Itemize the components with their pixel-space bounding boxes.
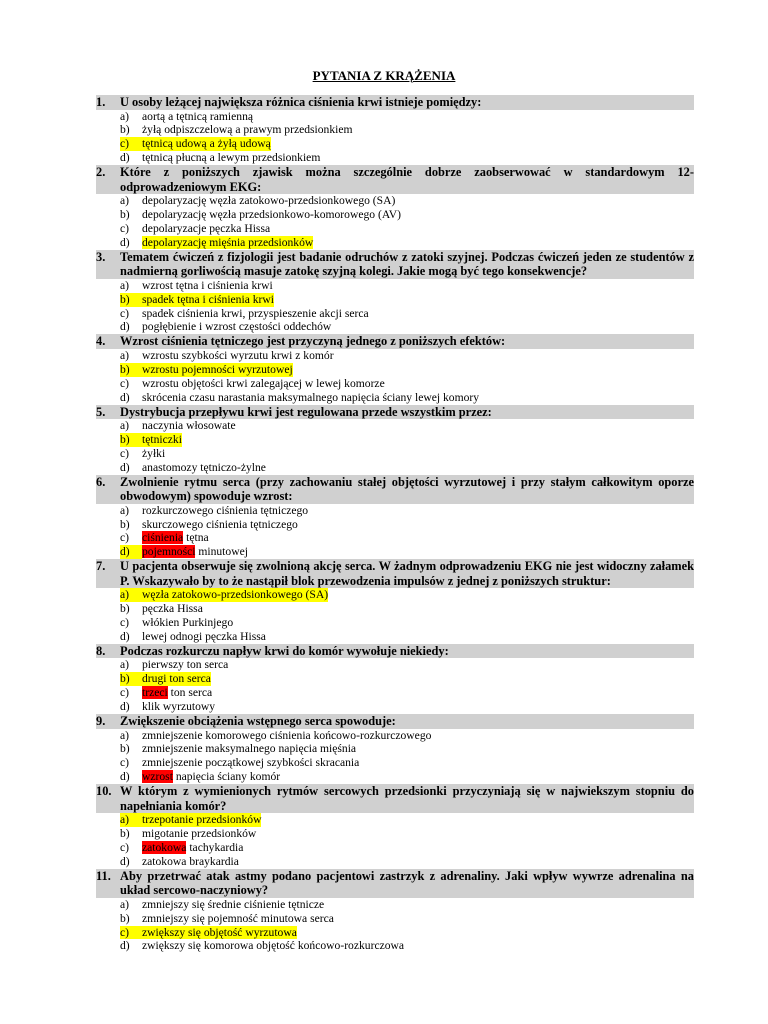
question-text: Dystrybucja przepływu krwi jest regulowana przede wszystkim przez: bbox=[120, 404, 492, 419]
question-header bbox=[96, 475, 694, 504]
answer-text-part: spadek tętna i ciśnienia krwi bbox=[142, 292, 274, 306]
answer-option bbox=[96, 236, 694, 250]
answer-option bbox=[96, 630, 694, 644]
answer-option bbox=[96, 137, 694, 151]
answer-letter: c) bbox=[120, 221, 130, 235]
answer-letter: b) bbox=[120, 123, 130, 137]
answer-text bbox=[142, 588, 328, 602]
answer-letter: d) bbox=[120, 390, 130, 404]
answer-option bbox=[96, 616, 694, 630]
answer-option bbox=[96, 742, 694, 756]
answer-letter: d) bbox=[120, 770, 130, 784]
answer-option bbox=[96, 686, 694, 700]
answer-option bbox=[96, 504, 694, 518]
answer-text-part: tętnicą udową a żyłą udową bbox=[142, 137, 271, 151]
answer-text bbox=[142, 137, 271, 151]
answer-letter: d) bbox=[120, 320, 130, 334]
question bbox=[96, 165, 694, 250]
answer-text bbox=[142, 742, 356, 756]
answer-text-part: wzrostu pojemności wyrzutowej bbox=[142, 362, 293, 376]
question-header bbox=[96, 714, 694, 729]
answer-text-part: klik wyrzutowy bbox=[142, 700, 216, 714]
question-list bbox=[96, 95, 694, 953]
question-header bbox=[96, 644, 694, 659]
answer-text-part: trzepotanie przedsionków bbox=[142, 813, 262, 827]
answer-letter: d) bbox=[120, 939, 130, 953]
answer-letter: a) bbox=[120, 278, 130, 292]
answer-letter: a) bbox=[120, 658, 130, 672]
question bbox=[96, 405, 694, 475]
answer-letter: c) bbox=[120, 446, 130, 460]
answer-option bbox=[96, 194, 694, 208]
answer-option bbox=[96, 898, 694, 912]
question-text: Tematem ćwiczeń z fizjologii jest badanie odruchów z zatoki szyjnej. Podczas ćwiczeń jeden ze studentów z nadmierną gorliwością masuje zatokę szyjną kolegi. Jakie mogą być tego konsekwencje? bbox=[120, 249, 694, 279]
answer-text-part: naczynia włosowate bbox=[142, 419, 236, 432]
question-header bbox=[96, 95, 694, 110]
answer-option bbox=[96, 729, 694, 743]
highlighted-word: pojemności bbox=[142, 545, 196, 559]
answer-text-part: zwiększy się objętość wyrzutowa bbox=[142, 925, 297, 939]
answer-option bbox=[96, 349, 694, 363]
answer-letter: b) bbox=[120, 742, 130, 756]
answer-text-part: napięcia ściany komór bbox=[172, 770, 281, 784]
answer-text bbox=[142, 602, 203, 616]
answer-option bbox=[96, 841, 694, 855]
answer-option bbox=[96, 672, 694, 686]
answer-letter: a) bbox=[120, 348, 130, 362]
answer-letter: d) bbox=[120, 545, 142, 559]
answer-text-part: aortą a tętnicą ramienną bbox=[142, 109, 254, 123]
question-number: 1. bbox=[96, 95, 106, 109]
answer-text bbox=[142, 391, 479, 405]
answer-option bbox=[96, 433, 694, 447]
highlighted-word: trzeci bbox=[142, 686, 168, 700]
answer-letter: d) bbox=[120, 151, 130, 165]
question-header bbox=[96, 250, 694, 279]
answer-letter: b) bbox=[120, 911, 130, 925]
answer-option bbox=[96, 926, 694, 940]
answer-text-part: skrócenia czasu narastania maksymalnego napięcia ściany lewej komory bbox=[142, 390, 480, 404]
answer-option bbox=[96, 279, 694, 293]
page-title: PYTANIA Z KRĄŻENIA bbox=[312, 68, 456, 83]
question bbox=[96, 559, 694, 644]
highlighted-word: zatokowa bbox=[142, 840, 187, 854]
question-number: 9. bbox=[96, 714, 106, 728]
answer-text-part: depolaryzację węzła przedsionkowo-komorowego (AV) bbox=[142, 208, 401, 222]
answer-option bbox=[96, 588, 694, 602]
answer-option bbox=[96, 827, 694, 841]
highlighted-word: wzrost bbox=[142, 770, 173, 784]
answer-letter: b) bbox=[120, 672, 130, 686]
answer-text-part: tętna bbox=[183, 531, 209, 545]
question-text: Zwolnienie rytmu serca (przy zachowaniu stałej objętości wyrzutowej i przy stałym całkowitym oporze obwodowym) spowoduje wzrost: bbox=[120, 474, 694, 504]
answer-option bbox=[96, 545, 694, 559]
answer-option bbox=[96, 518, 694, 532]
answer-letter: b) bbox=[120, 517, 130, 531]
answer-text bbox=[142, 939, 404, 953]
answer-letter: a) bbox=[120, 897, 130, 911]
answer-letter: a) bbox=[120, 588, 130, 602]
answer-text bbox=[142, 349, 334, 363]
answer-option bbox=[96, 939, 694, 953]
answer-letter: b) bbox=[120, 827, 130, 841]
answer-text bbox=[142, 208, 401, 222]
question bbox=[96, 644, 694, 714]
answer-option bbox=[96, 447, 694, 461]
answer-text bbox=[142, 222, 270, 236]
answer-text bbox=[142, 123, 353, 137]
question-header bbox=[96, 559, 694, 588]
answer-text bbox=[142, 926, 297, 940]
answer-letter: c) bbox=[120, 531, 130, 545]
answer-letter: d) bbox=[120, 235, 130, 249]
answer-letter: b) bbox=[120, 432, 130, 446]
question-header bbox=[96, 784, 694, 813]
answer-text bbox=[142, 151, 320, 165]
answer-text bbox=[142, 700, 215, 714]
answer-text-part: żyłki bbox=[142, 446, 166, 460]
question bbox=[96, 784, 694, 869]
question-text: U osoby leżącej największa różnica ciśnienia krwi istnieje pomiędzy: bbox=[120, 95, 482, 109]
answer-text-part: wzrostu objętości krwi zalegającej w lewej komorze bbox=[142, 376, 385, 390]
answer-letter: b) bbox=[120, 208, 130, 222]
answer-text-part: migotanie przedsionków bbox=[142, 827, 257, 841]
answer-text bbox=[142, 545, 248, 559]
answer-option bbox=[96, 293, 694, 307]
answer-text-part: pogłębienie i wzrost częstości oddechów bbox=[142, 320, 332, 334]
question-number: 4. bbox=[96, 334, 106, 349]
answer-text-part: zmniejszenie początkowej szybkości skracania bbox=[142, 756, 360, 770]
answer-option bbox=[96, 391, 694, 405]
answer-text-part: spadek ciśnienia krwi, przyspieszenie akcji serca bbox=[142, 306, 369, 320]
answer-text-part: zmniejszenie maksymalnego napięcia mięśnia bbox=[142, 742, 357, 756]
answer-text bbox=[142, 293, 274, 307]
answer-option bbox=[96, 363, 694, 377]
answer-letter: c) bbox=[120, 137, 130, 151]
answer-letter: c) bbox=[120, 306, 130, 320]
question-text: Wzrost ciśnienia tętniczego jest przyczyną jednego z poniższych efektów: bbox=[120, 334, 506, 349]
answer-text-part: tętniczki bbox=[142, 432, 182, 446]
answer-option bbox=[96, 419, 694, 433]
answer-text-part: wzrost tętna i ciśnienia krwi bbox=[142, 278, 273, 292]
answer-text bbox=[142, 813, 261, 827]
question-number: 7. bbox=[96, 559, 106, 574]
answer-letter: c) bbox=[120, 925, 130, 939]
answer-text bbox=[142, 912, 334, 926]
answer-option bbox=[96, 110, 694, 124]
answer-text bbox=[142, 518, 298, 532]
answer-option bbox=[96, 461, 694, 475]
answer-option bbox=[96, 377, 694, 391]
answer-text bbox=[142, 841, 243, 855]
answer-option bbox=[96, 307, 694, 321]
answer-text-part: zmniejszenie komorowego ciśnienia końcowo-rozkurczowego bbox=[142, 728, 432, 742]
answer-text bbox=[142, 770, 280, 784]
answer-text bbox=[142, 461, 266, 475]
answer-text bbox=[142, 194, 395, 208]
answer-letter: c) bbox=[120, 840, 130, 854]
question-number: 6. bbox=[96, 474, 106, 489]
answer-text bbox=[142, 236, 313, 250]
answer-text-part: zmniejszy się pojemność minutowa serca bbox=[142, 911, 334, 925]
answer-text bbox=[142, 363, 293, 377]
answer-text bbox=[142, 630, 266, 644]
answer-letter: a) bbox=[120, 503, 130, 517]
question-header bbox=[96, 165, 694, 194]
answer-letter: d) bbox=[120, 460, 130, 474]
answer-text-part: zwiększy się komorowa objętość końcowo-rozkurczowa bbox=[142, 939, 405, 953]
answer-text-part: anastomozy tętniczo-żylne bbox=[142, 460, 266, 474]
question-header bbox=[96, 405, 694, 420]
question bbox=[96, 869, 694, 954]
question bbox=[96, 714, 694, 784]
answer-text bbox=[142, 110, 253, 124]
answer-option bbox=[96, 756, 694, 770]
question-number: 11. bbox=[96, 868, 111, 883]
answer-text bbox=[142, 307, 369, 321]
answer-text bbox=[142, 504, 308, 518]
answer-text-part: minutowej bbox=[195, 545, 248, 559]
answer-text bbox=[142, 447, 165, 461]
answer-letter: c) bbox=[120, 376, 130, 390]
answer-option bbox=[96, 658, 694, 672]
answer-text bbox=[142, 756, 359, 770]
answer-letter: a) bbox=[120, 109, 130, 123]
answer-option bbox=[96, 208, 694, 222]
answer-option bbox=[96, 320, 694, 334]
answer-text-part: rozkurczowego ciśnienia tętniczego bbox=[142, 503, 309, 517]
answer-text bbox=[142, 616, 233, 630]
answer-text-part: włókien Purkinjego bbox=[142, 616, 234, 630]
answer-text-part: pierwszy ton serca bbox=[142, 658, 229, 672]
answer-text bbox=[142, 279, 273, 293]
question-text: W którym z wymienionych rytmów sercowych przedsionki przyczyniają się w najwiekszym stopniu do napełniania komór? bbox=[120, 784, 694, 813]
answer-letter: b) bbox=[120, 292, 130, 306]
answer-option bbox=[96, 222, 694, 236]
answer-text-part: zmniejszy się średnie ciśnienie tętnicze bbox=[142, 897, 325, 911]
question-text: Które z poniższych zjawisk można szczególnie dobrze zaobserwować w standardowym 12-odprowadzeniowym EKG: bbox=[120, 165, 694, 194]
answer-letter: d) bbox=[120, 700, 130, 714]
question bbox=[96, 250, 694, 335]
answer-option bbox=[96, 123, 694, 137]
answer-text-part: wzrostu szybkości wyrzutu krwi z komór bbox=[142, 348, 334, 362]
answer-text bbox=[142, 433, 182, 447]
answer-text bbox=[142, 320, 331, 334]
question-number: 10. bbox=[96, 784, 112, 799]
answer-option bbox=[96, 770, 694, 784]
answer-text bbox=[142, 377, 385, 391]
answer-text bbox=[142, 827, 256, 841]
question-text: Podczas rozkurczu napływ krwi do komór wywołuje niekiedy: bbox=[120, 643, 449, 658]
answer-option bbox=[96, 700, 694, 714]
answer-option bbox=[96, 151, 694, 165]
answer-text bbox=[142, 658, 228, 672]
question-header bbox=[96, 869, 694, 898]
answer-text-part: węzła zatokowo-przedsionkowego (SA) bbox=[142, 588, 329, 602]
answer-letter: a) bbox=[120, 419, 130, 432]
answer-text bbox=[142, 898, 324, 912]
answer-text bbox=[142, 855, 239, 869]
answer-text-part: tętnicą płucną a lewym przedsionkiem bbox=[142, 151, 321, 165]
answer-text bbox=[142, 531, 209, 545]
answer-letter: b) bbox=[120, 362, 130, 376]
answer-option bbox=[96, 531, 694, 545]
question-number: 2. bbox=[96, 165, 106, 180]
answer-text-part: depolaryzację węzła zatokowo-przedsionkowego (SA) bbox=[142, 194, 396, 208]
answer-letter: a) bbox=[120, 813, 130, 827]
answer-text-part: skurczowego ciśnienia tętniczego bbox=[142, 517, 298, 531]
answer-text-part: depolaryzację mięśnia przedsionków bbox=[142, 235, 314, 249]
question-text: Aby przetrwać atak astmy podano pacjentowi zastrzyk z adrenaliny. Jaki wpływ wywrze adrenalina na układ sercowo-naczyniowy? bbox=[120, 868, 694, 898]
answer-letter: c) bbox=[120, 686, 130, 700]
answer-text-part: tachykardia bbox=[186, 840, 244, 854]
question-number: 3. bbox=[96, 249, 106, 264]
answer-letter: d) bbox=[120, 854, 130, 868]
question-number: 5. bbox=[96, 404, 106, 419]
answer-text-part: zatokowa braykardia bbox=[142, 854, 239, 868]
question-text: U pacjenta obserwuje się zwolnioną akcję serca. W żadnym odprowadzeniu EKG nie jest widoczny załamek P. Wskazywało by to że nastąpił blok przewodzenia impulsów z jednej z poniższych struktur: bbox=[120, 559, 694, 588]
answer-option bbox=[96, 602, 694, 616]
answer-letter: a) bbox=[120, 194, 130, 208]
answer-text-part: żyłą odpiszczelową a prawym przedsionkiem bbox=[142, 123, 353, 137]
question-header bbox=[96, 334, 694, 349]
answer-text bbox=[142, 686, 212, 700]
answer-letter: c) bbox=[120, 756, 130, 770]
answer-text-part: ton serca bbox=[167, 686, 213, 700]
answer-text bbox=[142, 419, 236, 433]
answer-text bbox=[142, 672, 211, 686]
answer-option bbox=[96, 813, 694, 827]
answer-letter: b) bbox=[120, 602, 130, 616]
answer-text-part: depolaryzacje pęczka Hissa bbox=[142, 221, 271, 235]
question bbox=[96, 475, 694, 560]
highlighted-word: ciśnienia bbox=[142, 531, 184, 545]
question bbox=[96, 334, 694, 404]
question bbox=[96, 95, 694, 165]
answer-text-part: drugi ton serca bbox=[142, 672, 211, 686]
answer-text bbox=[142, 729, 431, 743]
answer-letter: a) bbox=[120, 728, 130, 742]
answer-text-part: pęczka Hissa bbox=[142, 602, 203, 616]
answer-text-part: lewej odnogi pęczka Hissa bbox=[142, 629, 266, 643]
answer-option bbox=[96, 855, 694, 869]
question-number: 8. bbox=[96, 643, 106, 658]
question-text: Zwiększenie obciążenia wstępnego serca spowoduje: bbox=[120, 714, 396, 728]
answer-option bbox=[96, 912, 694, 926]
answer-letter: d) bbox=[120, 629, 130, 643]
answer-letter: c) bbox=[120, 616, 130, 630]
